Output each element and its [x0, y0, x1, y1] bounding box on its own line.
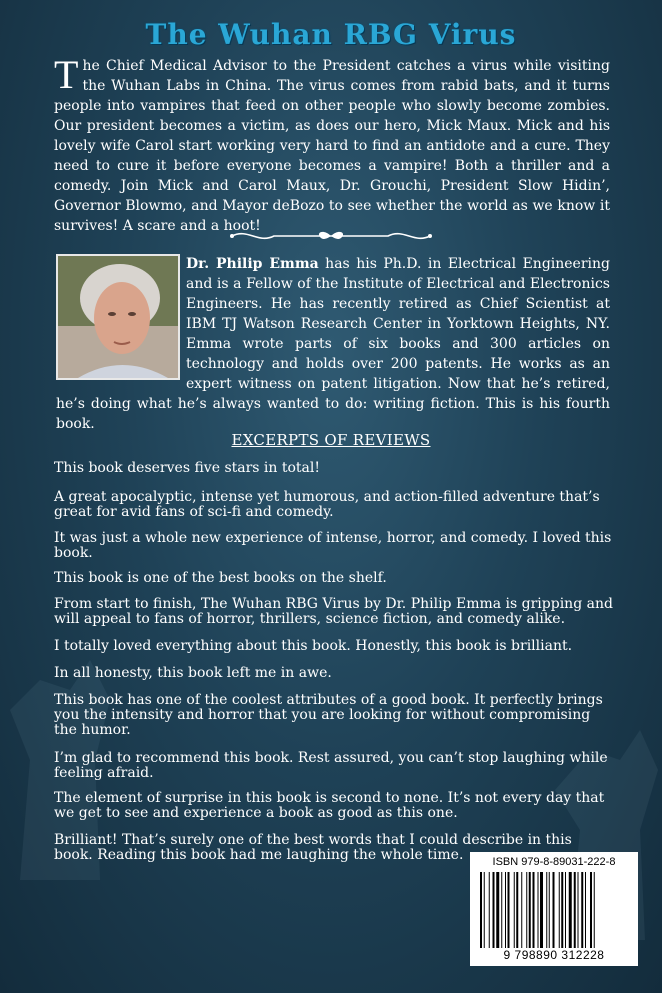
author-bio-text: has his Ph.D. in Electrical Engineering and is a Fellow of the Institute of Electrical and Electronics Engineers. He has recently retired as Chief Scientist at IBM TJ Watson Research Center in Yorktown Heights, NY. Emma wrote parts of six books and 300 articles on technology and holds over 200 patents. He works as an expert witness on patent litigation. Now that he’s retired, he’s doing what he’s always wanted to do: writing fiction. This is his fourth book.	[56, 256, 610, 432]
book-title: The Wuhan RBG Virus	[145, 18, 517, 51]
barcode-bar	[529, 872, 531, 948]
reviews-heading: EXCERPTS OF REVIEWS	[231, 431, 431, 449]
barcode-bar	[540, 872, 543, 948]
barcode-bar	[489, 872, 490, 948]
barcode-bar	[484, 872, 485, 948]
barcode-bar	[514, 872, 515, 948]
barcode-bar	[590, 872, 592, 948]
author-name: Dr. Philip Emma	[186, 256, 319, 272]
ornamental-divider	[228, 226, 434, 246]
barcode-bar	[565, 872, 566, 948]
barcode-bar	[533, 872, 535, 948]
barcode-bar	[508, 872, 510, 948]
barcode-bar	[501, 872, 502, 948]
review-item: A great apocalyptic, intense yet humorous, and action-filled adventure that’s great for avid fans of sci-fi and comedy.	[54, 489, 600, 520]
barcode-bar	[574, 872, 576, 948]
review-item: I totally loved everything about this book. Honestly, this book is brilliant.	[54, 638, 573, 654]
barcode-bar	[538, 872, 539, 948]
barcode-bar	[526, 872, 527, 948]
review-item: From start to finish, The Wuhan RBG Virus by Dr. Philip Emma is gripping and will appeal to fans of horror, thrillers, science fiction, and comedy alike.	[54, 596, 613, 627]
barcode-bar	[561, 872, 563, 948]
barcode-bar	[578, 872, 579, 948]
barcode-bar	[496, 872, 499, 948]
barcode-bar	[594, 872, 595, 948]
barcode-bar	[521, 872, 522, 948]
book-blurb	[54, 52, 610, 236]
review-item: This book is one of the best books on the shelf.	[54, 570, 387, 586]
review-item: Brilliant! That’s surely one of the best words that I could describe in this book. Reading this book had me laughing the whole time.	[54, 832, 572, 863]
review-item: This book deserves five stars in total!	[54, 460, 320, 476]
barcode-bar	[569, 872, 572, 948]
barcode-bar	[585, 872, 586, 948]
barcode-bar	[505, 872, 506, 948]
blurb-text: he Chief Medical Advisor to the President catches a virus while visiting the Wuhan Labs in China. The virus comes from rabid bats, and it turns people into vampires that feed on other people who slowly become zombies. Our president becomes a victim, as does our hero, Mick Maux. Mick and his lovely wife Carol start working very hard to find an antidote and a cure. They need to cure it before everyone becomes a vampire! Both a thriller and a comedy. Join Mick and Carol Maux, Dr. Grouchi, President Slow Hidin’, Governor Blowmo, and Mayor deBozo to see whether the world as we know it survives! A scare and a hoot!	[54, 58, 610, 234]
review-item: I’m glad to recommend this book. Rest assured, you can’t stop laughing while feeling afraid.	[54, 750, 608, 781]
review-item: In all honesty, this book left me in awe.	[54, 665, 332, 681]
barcode-bar	[546, 872, 547, 948]
barcode-bar	[516, 872, 518, 948]
barcode-bar	[480, 872, 482, 948]
isbn-label: ISBN 979-8-89031-222-8	[492, 856, 616, 868]
isbn-barcode	[470, 852, 638, 966]
barcode-bar	[553, 872, 555, 948]
barcode-bar	[559, 872, 560, 948]
barcode-digits: 9 798890 312228	[503, 948, 605, 962]
review-item: This book has one of the coolest attributes of a good book. It perfectly brings you the intensity and horror that you are looking for without compromising the humor.	[54, 692, 603, 738]
barcode-bars	[478, 872, 630, 948]
barcode-bar	[549, 872, 550, 948]
review-item: The element of surprise in this book is second to none. It’s not every day that we get to see and experience a book as good as this one.	[54, 790, 605, 821]
blurb-dropcap: T	[54, 52, 79, 97]
author-bio	[56, 254, 610, 434]
barcode-bar	[581, 872, 583, 948]
barcode-bar	[493, 872, 495, 948]
review-item: It was just a whole new experience of intense, horror, and comedy. I loved this book.	[54, 530, 612, 561]
